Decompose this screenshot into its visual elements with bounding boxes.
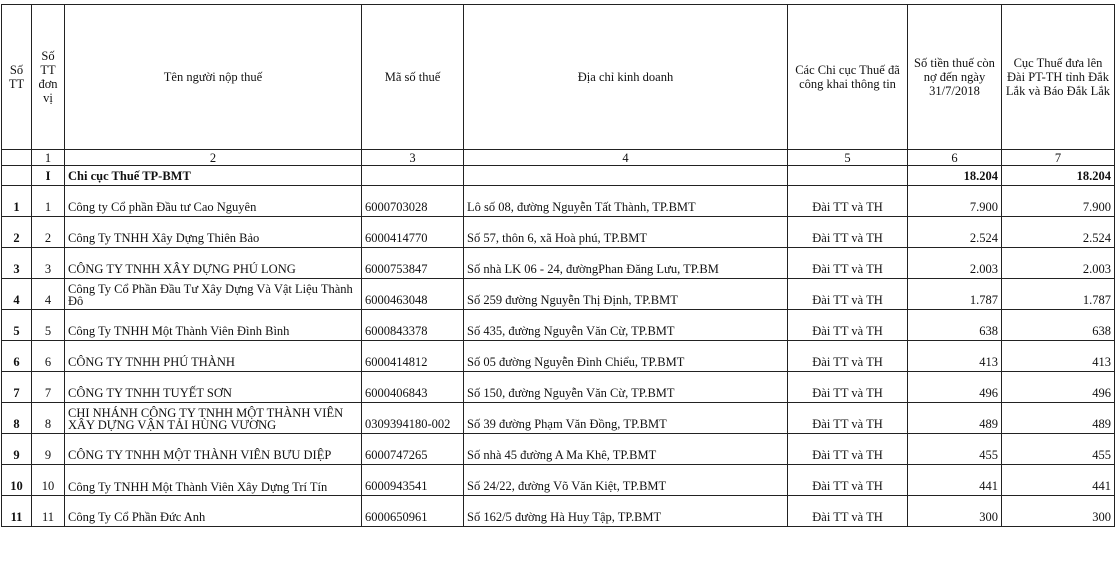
row-taxpayer-name: Công Ty Cổ Phần Đầu Tư Xây Dựng Và Vật Liệu Thành Đô bbox=[65, 279, 362, 310]
column-number: 6 bbox=[908, 150, 1002, 166]
row-taxpayer-name: CÔNG TY TNHH XÂY DỰNG PHÚ LONG bbox=[65, 248, 362, 279]
row-debt: 455 bbox=[908, 434, 1002, 465]
row-debt: 1.787 bbox=[908, 279, 1002, 310]
row-tax-code: 6000463048 bbox=[362, 279, 464, 310]
row-branch: Đài TT và TH bbox=[788, 310, 908, 341]
group-roman: I bbox=[32, 166, 65, 186]
row-address: Số 259 đường Nguyễn Thị Định, TP.BMT bbox=[464, 279, 788, 310]
row-address: Số 05 đường Nguyễn Đình Chiểu, TP.BMT bbox=[464, 341, 788, 372]
row-debt: 638 bbox=[908, 310, 1002, 341]
row-unit-stt: 3 bbox=[32, 248, 65, 279]
row-published: 496 bbox=[1002, 372, 1115, 403]
row-stt: 1 bbox=[2, 186, 32, 217]
row-branch: Đài TT và TH bbox=[788, 341, 908, 372]
row-stt: 6 bbox=[2, 341, 32, 372]
row-branch: Đài TT và TH bbox=[788, 496, 908, 527]
row-stt: 5 bbox=[2, 310, 32, 341]
table-row bbox=[2, 217, 1115, 248]
column-number: 3 bbox=[362, 150, 464, 166]
row-branch: Đài TT và TH bbox=[788, 465, 908, 496]
row-address: Số 162/5 đường Hà Huy Tập, TP.BMT bbox=[464, 496, 788, 527]
row-taxpayer-name: CÔNG TY TNHH PHÚ THÀNH bbox=[65, 341, 362, 372]
row-taxpayer-name: CÔNG TY TNHH TUYẾT SƠN bbox=[65, 372, 362, 403]
row-unit-stt: 2 bbox=[32, 217, 65, 248]
row-published: 413 bbox=[1002, 341, 1115, 372]
row-taxpayer-name: Công Ty TNHH Một Thành Viên Xây Dựng Trí Tín bbox=[65, 465, 362, 496]
row-published: 2.524 bbox=[1002, 217, 1115, 248]
table-header-row bbox=[2, 5, 1115, 150]
header-debt: Số tiền thuế còn nợ đến ngày 31/7/2018 bbox=[908, 5, 1002, 150]
header-address: Địa chỉ kinh doanh bbox=[464, 5, 788, 150]
table-row bbox=[2, 310, 1115, 341]
group-name: Chi cục Thuế TP-BMT bbox=[65, 166, 362, 186]
row-taxpayer-name: Công Ty Cổ Phần Đức Anh bbox=[65, 496, 362, 527]
row-tax-code: 6000747265 bbox=[362, 434, 464, 465]
row-debt: 300 bbox=[908, 496, 1002, 527]
column-number: 1 bbox=[32, 150, 65, 166]
column-number-empty bbox=[2, 150, 32, 166]
row-debt: 413 bbox=[908, 341, 1002, 372]
group-empty-cell bbox=[788, 166, 908, 186]
row-published: 441 bbox=[1002, 465, 1115, 496]
header-tax-code: Mã số thuế bbox=[362, 5, 464, 150]
row-published: 455 bbox=[1002, 434, 1115, 465]
group-total-published: 18.204 bbox=[1002, 166, 1115, 186]
row-tax-code: 6000414770 bbox=[362, 217, 464, 248]
row-tax-code: 6000414812 bbox=[362, 341, 464, 372]
row-address: Lô số 08, đường Nguyễn Tất Thành, TP.BMT bbox=[464, 186, 788, 217]
row-published: 489 bbox=[1002, 403, 1115, 434]
row-unit-stt: 6 bbox=[32, 341, 65, 372]
row-taxpayer-name: Công Ty TNHH Một Thành Viên Đình Bình bbox=[65, 310, 362, 341]
row-published: 2.003 bbox=[1002, 248, 1115, 279]
row-unit-stt: 5 bbox=[32, 310, 65, 341]
row-address: Số nhà 45 đường A Ma Khê, TP.BMT bbox=[464, 434, 788, 465]
group-empty-cell bbox=[2, 166, 32, 186]
column-number: 2 bbox=[65, 150, 362, 166]
header-published: Cục Thuế đưa lên Đài PT-TH tỉnh Đắk Lắk và Báo Đắk Lắk bbox=[1002, 5, 1115, 150]
row-address: Số nhà LK 06 - 24, đườngPhan Đăng Lưu, TP.BM bbox=[464, 248, 788, 279]
column-number: 7 bbox=[1002, 150, 1115, 166]
row-stt: 11 bbox=[2, 496, 32, 527]
row-published: 1.787 bbox=[1002, 279, 1115, 310]
row-unit-stt: 4 bbox=[32, 279, 65, 310]
column-number: 4 bbox=[464, 150, 788, 166]
row-debt: 441 bbox=[908, 465, 1002, 496]
row-unit-stt: 9 bbox=[32, 434, 65, 465]
row-stt: 4 bbox=[2, 279, 32, 310]
row-branch: Đài TT và TH bbox=[788, 186, 908, 217]
row-branch: Đài TT và TH bbox=[788, 372, 908, 403]
row-stt: 8 bbox=[2, 403, 32, 434]
row-published: 638 bbox=[1002, 310, 1115, 341]
table-row bbox=[2, 248, 1115, 279]
row-taxpayer-name: Công Ty TNHH Xây Dựng Thiên Bảo bbox=[65, 217, 362, 248]
group-empty-cell bbox=[464, 166, 788, 186]
row-branch: Đài TT và TH bbox=[788, 279, 908, 310]
table-row bbox=[2, 372, 1115, 403]
row-published: 300 bbox=[1002, 496, 1115, 527]
header-branch: Các Chi cục Thuế đã công khai thông tin bbox=[788, 5, 908, 150]
table-row bbox=[2, 434, 1115, 465]
table-row bbox=[2, 279, 1115, 310]
row-address: Số 150, đường Nguyễn Văn Cừ, TP.BMT bbox=[464, 372, 788, 403]
column-number: 5 bbox=[788, 150, 908, 166]
row-tax-code: 6000943541 bbox=[362, 465, 464, 496]
row-debt: 2.003 bbox=[908, 248, 1002, 279]
row-tax-code: 6000703028 bbox=[362, 186, 464, 217]
row-tax-code: 6000406843 bbox=[362, 372, 464, 403]
row-stt: 10 bbox=[2, 465, 32, 496]
table-row bbox=[2, 341, 1115, 372]
row-taxpayer-name: CHI NHÁNH CÔNG TY TNHH MỘT THÀNH VIÊN XÂY DỰNG VẬN TẢI HÙNG VƯƠNG bbox=[65, 403, 362, 434]
table-row bbox=[2, 403, 1115, 434]
row-debt: 489 bbox=[908, 403, 1002, 434]
group-row bbox=[2, 166, 1115, 186]
row-debt: 2.524 bbox=[908, 217, 1002, 248]
row-stt: 3 bbox=[2, 248, 32, 279]
row-stt: 7 bbox=[2, 372, 32, 403]
table-row bbox=[2, 496, 1115, 527]
row-unit-stt: 11 bbox=[32, 496, 65, 527]
row-branch: Đài TT và TH bbox=[788, 434, 908, 465]
row-tax-code: 6000753847 bbox=[362, 248, 464, 279]
row-taxpayer-name: CÔNG TY TNHH MỘT THÀNH VIÊN BƯU DIỆP bbox=[65, 434, 362, 465]
row-tax-code: 6000843378 bbox=[362, 310, 464, 341]
table-row bbox=[2, 186, 1115, 217]
header-name: Tên người nộp thuế bbox=[65, 5, 362, 150]
row-address: Số 24/22, đường Võ Văn Kiệt, TP.BMT bbox=[464, 465, 788, 496]
row-unit-stt: 7 bbox=[32, 372, 65, 403]
row-tax-code: 6000650961 bbox=[362, 496, 464, 527]
row-address: Số 435, đường Nguyễn Văn Cừ, TP.BMT bbox=[464, 310, 788, 341]
row-unit-stt: 8 bbox=[32, 403, 65, 434]
row-taxpayer-name: Công ty Cổ phần Đầu tư Cao Nguyên bbox=[65, 186, 362, 217]
row-branch: Đài TT và TH bbox=[788, 403, 908, 434]
row-debt: 496 bbox=[908, 372, 1002, 403]
group-empty-cell bbox=[362, 166, 464, 186]
row-unit-stt: 1 bbox=[32, 186, 65, 217]
row-stt: 9 bbox=[2, 434, 32, 465]
row-tax-code: 0309394180-002 bbox=[362, 403, 464, 434]
row-stt: 2 bbox=[2, 217, 32, 248]
table-row bbox=[2, 465, 1115, 496]
row-debt: 7.900 bbox=[908, 186, 1002, 217]
row-published: 7.900 bbox=[1002, 186, 1115, 217]
row-branch: Đài TT và TH bbox=[788, 217, 908, 248]
row-address: Số 39 đường Phạm Văn Đồng, TP.BMT bbox=[464, 403, 788, 434]
row-unit-stt: 10 bbox=[32, 465, 65, 496]
tax-debt-table bbox=[1, 4, 1115, 527]
header-stt: Số TT bbox=[2, 5, 32, 150]
column-number-row bbox=[2, 150, 1115, 166]
row-address: Số 57, thôn 6, xã Hoà phú, TP.BMT bbox=[464, 217, 788, 248]
group-total-debt: 18.204 bbox=[908, 166, 1002, 186]
header-stt-don-vi: Số TT đơn vị bbox=[32, 5, 65, 150]
row-branch: Đài TT và TH bbox=[788, 248, 908, 279]
